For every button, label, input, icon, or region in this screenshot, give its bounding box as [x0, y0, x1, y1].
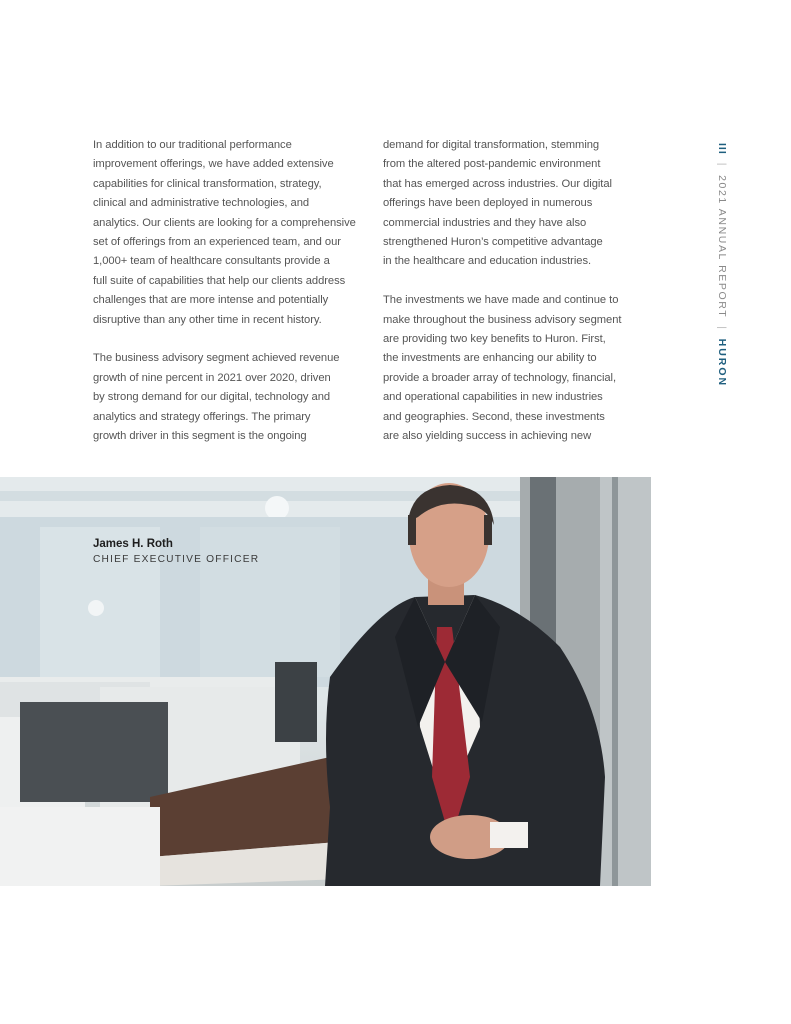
text-line: from the altered post-pandemic environment	[383, 158, 601, 171]
text-line: make throughout the business advisory segment	[383, 313, 622, 326]
paragraph	[93, 349, 365, 446]
separator: |	[716, 326, 728, 331]
text-line: and operational capabilities in new industries	[383, 391, 603, 404]
text-line: growth of nine percent in 2021 over 2020, driven	[93, 371, 331, 384]
text-line: commercial industries and they have also	[383, 216, 587, 229]
paragraph	[93, 136, 365, 330]
text-line: that has emerged across industries. Our digital	[383, 177, 612, 190]
brand-name: HURON	[716, 338, 728, 388]
text-line: disruptive than any other time in recent history.	[93, 313, 322, 326]
text-line: improvement offerings, we have added extensive	[93, 158, 334, 171]
text-line: are also yielding success in achieving new	[383, 430, 592, 443]
running-header	[716, 143, 728, 387]
text-line: provide a broader array of technology, financial,	[383, 371, 617, 384]
person-name: James H. Roth	[93, 538, 173, 550]
text-line: growth driver in this segment is the ongoing	[93, 430, 307, 443]
text-line: 1,000+ team of healthcare consultants provide a	[93, 255, 330, 268]
text-line: the investments are enhancing our ability to	[383, 352, 597, 365]
text-line: The investments we have made and continue to	[383, 294, 619, 307]
text-line: clinical and administrative technologies, and	[93, 197, 310, 210]
text-line: The business advisory segment achieved revenue	[93, 352, 340, 365]
paragraph	[383, 136, 655, 272]
text-line: by strong demand for our digital, technology and	[93, 391, 331, 404]
text-line: In addition to our traditional performance	[93, 139, 292, 151]
text-line: capabilities for clinical transformation, strategy,	[93, 177, 322, 190]
report-title: 2021 ANNUAL REPORT	[716, 175, 728, 319]
text-line: full suite of capabilities that help our clients address	[93, 274, 346, 287]
text-line: set of offerings from an experienced team, and our	[93, 236, 341, 249]
text-line: challenges that are more intense and potentially	[93, 294, 329, 307]
person-title: CHIEF EXECUTIVE OFFICER	[93, 554, 260, 565]
body-column-right	[383, 136, 655, 466]
text-line: demand for digital transformation, stemming	[383, 139, 600, 151]
paragraph	[383, 291, 655, 446]
text-line: are providing two key benefits to Huron. First,	[383, 333, 606, 346]
text-line: and geographies. Second, these investments	[383, 410, 605, 423]
text-line: analytics. Our clients are looking for a comprehensive	[93, 216, 356, 229]
separator: |	[716, 162, 728, 168]
photo-caption	[93, 538, 259, 565]
text-line: offerings have been deployed in numerous	[383, 197, 593, 210]
text-line: analytics and strategy offerings. The primary	[93, 410, 311, 423]
body-column-left	[93, 136, 365, 466]
page-number: III	[716, 143, 728, 155]
text-line: strengthened Huron’s competitive advantage	[383, 236, 603, 249]
text-line: in the healthcare and education industries.	[383, 255, 592, 268]
